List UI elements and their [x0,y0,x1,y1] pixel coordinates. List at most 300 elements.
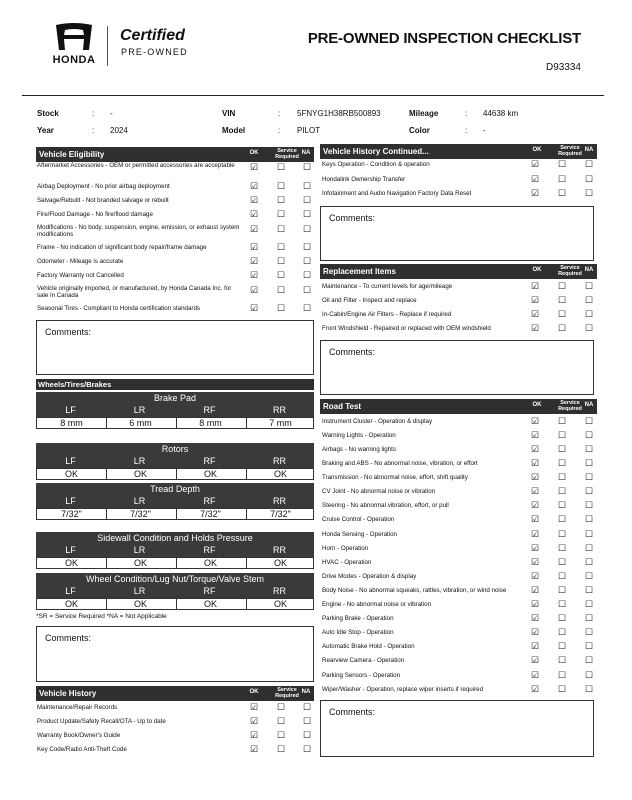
checklist-item-label: Wiper/Washer - Operation, replace wiper inserts if required [322,686,484,693]
col-lr: LR [133,586,146,596]
ok-checkbox[interactable]: ☑ [531,159,540,169]
value-lf: 8 mm [60,418,83,428]
ok-checkbox[interactable]: ☑ [250,256,259,266]
na-checkbox[interactable]: ☐ [585,416,594,426]
year-value: 2024 [110,126,128,135]
cell-divider [246,558,247,568]
wheels-comments-box[interactable] [36,626,314,682]
service-checkbox[interactable]: ☐ [558,655,567,665]
block-columns [36,545,314,557]
cell-divider [106,558,107,568]
service-checkbox[interactable]: ☐ [558,159,567,169]
certified-label: Certified [120,27,185,44]
ok-checkbox[interactable]: ☑ [250,242,259,252]
value-lf: 7/32" [61,509,82,519]
block-values [36,557,314,569]
col-rf: RF [203,545,216,555]
divider [22,95,604,96]
ok-checkbox[interactable]: ☑ [250,303,259,313]
ok-checkbox[interactable]: ☑ [531,641,540,651]
cell-divider [176,558,177,568]
na-checkbox[interactable]: ☐ [585,670,594,680]
na-checkbox[interactable]: ☐ [303,195,312,205]
checklist-item-label: Vehicle originally imported, or manufactured, by Honda Canada Inc. for sale in Canada [37,285,232,299]
service-checkbox[interactable]: ☐ [558,444,567,454]
service-checkbox[interactable]: ☐ [277,730,286,740]
col-rr: RR [273,405,286,415]
na-checkbox[interactable]: ☐ [585,174,594,184]
service-checkbox[interactable]: ☐ [558,557,567,567]
na-checkbox[interactable]: ☐ [585,295,594,305]
checklist-item-label: Maintenance/Repair Records [37,704,118,711]
ok-checkbox[interactable]: ☑ [531,670,540,680]
checklist-item-label: Rearview Camera - Operation [322,657,405,664]
wheels-tires-brakes-header [36,379,314,390]
na-checkbox[interactable]: ☐ [585,557,594,567]
checklist-item-label: Keys Operation - Condition & operation [322,161,430,168]
ok-checkbox[interactable]: ☑ [250,716,259,726]
ok-checkbox[interactable]: ☑ [531,281,540,291]
service-checkbox[interactable]: ☐ [558,613,567,623]
ok-checkbox[interactable]: ☑ [531,599,540,609]
service-column-label: Service Required [275,687,299,699]
na-checkbox[interactable]: ☐ [303,716,312,726]
na-checkbox[interactable]: ☐ [303,744,312,754]
section-title: Replacement Items [323,267,396,276]
col-lf: LF [65,405,76,415]
vin-label: VIN [222,109,236,118]
ok-checkbox[interactable]: ☑ [250,270,259,280]
eligibility-comments-box[interactable] [36,320,314,375]
vehicle-eligibility-header [36,147,314,162]
checklist-item-label: Auto Idle Stop - Operation [322,629,394,636]
checklist-item-label: Transmission - No abnormal noise, effort, shift quality [322,474,468,481]
ok-checkbox[interactable]: ☑ [250,730,259,740]
separator: : [92,126,95,135]
ok-checkbox[interactable]: ☑ [250,744,259,754]
block-columns [36,496,314,508]
col-rr: RR [273,496,286,506]
document-id: D93334 [545,62,581,73]
na-column-label: NA [584,267,594,273]
na-column-label: NA [301,150,311,156]
comments-label: Comments: [329,707,376,717]
ok-checkbox[interactable]: ☑ [531,188,540,198]
separator: : [465,109,468,118]
checklist-item-label: Modifications - No body, suspension, engine, emission, or exhaust system modifications [37,224,240,238]
checklist-item-label: Parking Brake - Operation [322,615,394,622]
checklist-item-label: Aftermarket Accessories - OEM or permitted accessories are acceptable [37,162,235,169]
col-rr: RR [273,545,286,555]
ok-column-label: OK [249,689,259,695]
ok-checkbox[interactable]: ☑ [531,627,540,637]
vehicle-history-header [36,686,314,701]
mileage-value: 44638 km [483,109,519,118]
na-column-label: NA [584,402,594,408]
value-rr: OK [273,599,287,609]
col-rr: RR [273,456,286,466]
ok-checkbox[interactable]: ☑ [531,323,540,333]
ok-checkbox[interactable]: ☑ [250,702,259,712]
na-checkbox[interactable]: ☐ [585,613,594,623]
year-label: Year [37,126,54,135]
replacement-items-header [320,264,597,279]
block-values [36,508,314,520]
service-checkbox[interactable]: ☐ [558,323,567,333]
na-checkbox[interactable]: ☐ [303,303,312,313]
value-rf: 8 mm [199,418,222,428]
ok-column-label: OK [532,402,542,408]
block-columns [36,456,314,468]
service-checkbox[interactable]: ☐ [558,500,567,510]
value-lf: OK [64,558,78,568]
checklist-item-label: Seasonal Tires - Compliant to Honda certification standards [37,305,201,312]
ok-checkbox[interactable]: ☑ [531,529,540,539]
service-checkbox[interactable]: ☐ [277,256,286,266]
checklist-item-label: Steering - No abnormal vibration, effort, or pull [322,502,449,509]
section-title: Vehicle Eligibility [39,150,105,159]
section-title: Vehicle History [39,689,97,698]
mileage-label: Mileage [409,109,439,118]
block-values [36,417,314,429]
service-checkbox[interactable]: ☐ [277,162,286,172]
checklist-item-label: Horn - Operation [322,545,369,552]
separator: : [465,126,468,135]
value-lr: 6 mm [129,418,152,428]
ok-checkbox[interactable]: ☑ [250,162,259,172]
service-checkbox[interactable]: ☐ [558,684,567,694]
cell-divider [246,418,247,428]
checklist-item-label: Frame - No indication of significant body repair/frame damage [37,244,207,251]
ok-checkbox[interactable]: ☑ [250,181,259,191]
separator: : [278,126,281,135]
model-value: PILOT [297,126,321,135]
rotors-block [36,443,314,483]
service-checkbox[interactable]: ☐ [558,472,567,482]
checklist-item-label: Warning Lights - Operation [322,432,396,439]
na-checkbox[interactable]: ☐ [303,702,312,712]
cell-divider [246,509,247,519]
checklist-item-label: Maintenance - To current levels for age/mileage [322,283,453,290]
ok-checkbox[interactable]: ☑ [250,195,259,205]
ok-checkbox[interactable]: ☑ [531,557,540,567]
na-checkbox[interactable]: ☐ [303,730,312,740]
wheel-condition-block [36,573,314,613]
cell-divider [106,469,107,479]
service-checkbox[interactable]: ☐ [558,670,567,680]
block-title: Brake Pad [36,392,314,405]
cell-divider [176,469,177,479]
checklist-item-label: Automatic Brake Hold - Operation [322,643,415,650]
ok-column-label: OK [532,147,542,153]
checklist-item-label: Warranty Book/Owner's Guide [37,732,121,739]
col-lr: LR [133,545,146,555]
service-checkbox[interactable]: ☐ [277,181,286,191]
col-rf: RF [203,405,216,415]
na-checkbox[interactable]: ☐ [303,162,312,172]
comments-label: Comments: [329,213,376,223]
sidewall-block [36,532,314,572]
service-checkbox[interactable]: ☐ [558,599,567,609]
checklist-item-label: Drive Modes - Operation & display [322,573,417,580]
col-lf: LF [65,496,76,506]
ok-column-label: OK [249,150,259,156]
col-lr: LR [133,405,146,415]
checklist-item-label: Key Code/Radio Anti-Theft Code [37,746,127,753]
replacement-comments-box[interactable] [320,340,594,395]
value-lf: OK [64,599,78,609]
na-checkbox[interactable]: ☐ [585,500,594,510]
ok-checkbox[interactable]: ☑ [531,458,540,468]
ok-checkbox[interactable]: ☑ [531,295,540,305]
value-rf: OK [203,599,217,609]
value-lr: OK [133,599,147,609]
na-checkbox[interactable]: ☐ [303,242,312,252]
history-cont-comments-box[interactable] [320,206,594,261]
checklist-item-label: In-Cabin/Engine Air Filters - Replace if required [322,311,452,318]
service-checkbox[interactable]: ☐ [558,571,567,581]
value-rr: 7 mm [269,418,292,428]
service-checkbox[interactable]: ☐ [277,744,286,754]
value-rf: 7/32" [200,509,221,519]
brand-word: HONDA [52,54,96,66]
section-title: Wheels/Tires/Brakes [38,380,112,389]
cell-divider [106,509,107,519]
checklist-item-label: Body Noise - No abnormal squeaks, rattles, vibration, or wind noise [322,587,507,594]
service-checkbox[interactable]: ☐ [558,430,567,440]
na-checkbox[interactable]: ☐ [585,684,594,694]
col-rf: RF [203,456,216,466]
ok-checkbox[interactable]: ☑ [531,571,540,581]
service-column-label: Service Required [275,148,299,160]
value-rf: OK [203,469,217,479]
ok-checkbox[interactable]: ☑ [250,209,259,219]
block-title: Tread Depth [36,483,314,496]
na-checkbox[interactable]: ☐ [303,256,312,266]
ok-checkbox[interactable]: ☑ [531,514,540,524]
checklist-item-label: CV Joint - No abnormal noise or vibration [322,488,436,495]
service-checkbox[interactable]: ☐ [558,641,567,651]
service-checkbox[interactable]: ☐ [558,309,567,319]
na-checkbox[interactable]: ☐ [585,159,594,169]
cell-divider [246,469,247,479]
checklist-item-label: Hondalink Ownership Transfer [322,176,406,183]
cell-divider [176,599,177,609]
ok-checkbox[interactable]: ☑ [531,430,540,440]
na-checkbox[interactable]: ☐ [585,514,594,524]
checklist-item-label: Airbags - No warning lights [322,446,396,453]
service-checkbox[interactable]: ☐ [558,281,567,291]
color-label: Color [409,126,430,135]
brake-pad-block [36,392,314,432]
ok-checkbox[interactable]: ☑ [531,655,540,665]
stock-label: Stock [37,109,59,118]
checklist-item-label: Front Windshield - Repaired or replaced with OEM windshield [322,325,491,332]
value-rf: OK [203,558,217,568]
checklist-item-label: Fire/Flood Damage - No fire/flood damage [37,211,153,218]
checklist-item-label: Parking Sensors - Operation [322,672,401,679]
checklist-item-label: Braking and ABS - No abnormal noise, vibration, or effort [322,460,478,467]
service-checkbox[interactable]: ☐ [558,295,567,305]
na-checkbox[interactable]: ☐ [585,599,594,609]
col-lr: LR [133,456,146,466]
separator: : [92,109,95,118]
service-checkbox[interactable]: ☐ [277,303,286,313]
separator: : [278,109,281,118]
na-checkbox[interactable]: ☐ [303,224,312,234]
road-test-header [320,399,597,414]
vin-value: 5FNYG1H38RB500893 [297,109,381,118]
service-checkbox[interactable]: ☐ [277,209,286,219]
service-checkbox[interactable]: ☐ [558,514,567,524]
service-checkbox[interactable]: ☐ [277,195,286,205]
value-lr: 7/32" [130,509,151,519]
vehicle-history-cont-header [320,144,597,159]
honda-h-icon [52,22,96,52]
ok-checkbox[interactable]: ☑ [531,684,540,694]
tread-depth-block [36,483,314,523]
block-values [36,598,314,610]
stock-value: - [110,109,113,118]
service-checkbox[interactable]: ☐ [558,416,567,426]
ok-checkbox[interactable]: ☑ [531,472,540,482]
service-checkbox[interactable]: ☐ [558,627,567,637]
na-checkbox[interactable]: ☐ [585,585,594,595]
na-checkbox[interactable]: ☐ [585,486,594,496]
document-header [0,0,632,92]
na-checkbox[interactable]: ☐ [303,285,312,295]
col-rf: RF [203,496,216,506]
ok-checkbox[interactable]: ☑ [531,309,540,319]
service-checkbox[interactable]: ☐ [558,543,567,553]
comments-label: Comments: [329,347,376,357]
service-checkbox[interactable]: ☐ [558,486,567,496]
col-lr: LR [133,496,146,506]
cell-divider [176,509,177,519]
service-column-label: Service Required [558,265,582,277]
na-checkbox[interactable]: ☐ [585,472,594,482]
service-checkbox[interactable]: ☐ [277,285,286,295]
cell-divider [106,599,107,609]
block-title: Wheel Condition/Lug Nut/Torque/Valve Stem [36,573,314,586]
comments-label: Comments: [45,633,92,643]
na-column-label: NA [301,689,311,695]
checklist-item-label: HVAC - Operation [322,559,372,566]
service-checkbox[interactable]: ☐ [277,270,286,280]
cell-divider [106,418,107,428]
ok-checkbox[interactable]: ☑ [531,500,540,510]
ok-checkbox[interactable]: ☑ [250,224,259,234]
service-column-label: Service Required [558,145,582,157]
col-lf: LF [65,456,76,466]
service-column-label: Service Required [558,400,582,412]
service-checkbox[interactable]: ☐ [277,242,286,252]
checklist-item-label: Honda Sensing - Operation [322,531,397,538]
checklist-item-label: Product Update/Safety Recall/OTA - Up to date [37,718,166,725]
ok-checkbox[interactable]: ☑ [531,444,540,454]
na-checkbox[interactable]: ☐ [585,281,594,291]
ok-checkbox[interactable]: ☑ [531,486,540,496]
value-rr: OK [273,558,287,568]
na-checkbox[interactable]: ☐ [585,430,594,440]
checklist-item-label: Oil and Filter - Inspect and replace [322,297,417,304]
value-rr: OK [273,469,287,479]
service-checkbox[interactable]: ☐ [558,529,567,539]
service-checkbox[interactable]: ☐ [558,188,567,198]
ok-checkbox[interactable]: ☑ [531,416,540,426]
checklist-item-label: Odometer - Mileage is accurate [37,258,124,265]
na-column-label: NA [584,147,594,153]
ok-checkbox[interactable]: ☑ [531,585,540,595]
checklist-item-label: Airbag Deployment - No prior airbag deployment [37,183,170,190]
block-values [36,468,314,480]
na-checkbox[interactable]: ☐ [585,571,594,581]
service-checkbox[interactable]: ☐ [558,585,567,595]
na-checkbox[interactable]: ☐ [585,323,594,333]
na-checkbox[interactable]: ☐ [303,209,312,219]
checklist-item-label: Instrument Cluster - Operation & display [322,418,433,425]
block-title: Rotors [36,443,314,456]
value-lf: OK [64,469,78,479]
block-title: Sidewall Condition and Holds Pressure [36,532,314,545]
na-checkbox[interactable]: ☐ [585,458,594,468]
col-lf: LF [65,586,76,596]
value-lr: OK [133,558,147,568]
service-checkbox[interactable]: ☐ [277,224,286,234]
logo-divider [107,26,108,66]
model-label: Model [222,126,246,135]
service-checkbox[interactable]: ☐ [277,702,286,712]
ok-checkbox[interactable]: ☑ [531,613,540,623]
col-rr: RR [273,586,286,596]
pre-owned-label: PRE-OWNED [121,47,188,57]
na-checkbox[interactable]: ☐ [585,641,594,651]
na-checkbox[interactable]: ☐ [303,270,312,280]
service-checkbox[interactable]: ☐ [558,458,567,468]
ok-checkbox[interactable]: ☑ [531,543,540,553]
ok-checkbox[interactable]: ☑ [531,174,540,184]
checklist-item-label: Engine - No abnormal noise or vibration [322,601,432,608]
na-checkbox[interactable]: ☐ [585,655,594,665]
section-title: Road Test [323,402,362,411]
comments-label: Comments: [45,327,92,337]
na-checkbox[interactable]: ☐ [585,309,594,319]
na-checkbox[interactable]: ☐ [585,627,594,637]
value-lr: OK [133,469,147,479]
block-columns [36,586,314,598]
section-title: Vehicle History Continued... [323,147,429,156]
na-checkbox[interactable]: ☐ [585,543,594,553]
cell-divider [176,418,177,428]
na-checkbox[interactable]: ☐ [585,188,594,198]
checklist-item-label: Cruise Control - Operation [322,516,395,523]
honda-logo [50,22,98,68]
na-checkbox[interactable]: ☐ [585,529,594,539]
col-lf: LF [65,545,76,555]
block-columns [36,405,314,417]
road-test-comments-box[interactable] [320,700,594,757]
checklist-item-label: Infotainment and Audio Navigation Factory Data Reset [322,190,472,197]
service-checkbox[interactable]: ☐ [558,174,567,184]
ok-checkbox[interactable]: ☑ [250,285,259,295]
color-value: - [483,126,486,135]
service-checkbox[interactable]: ☐ [277,716,286,726]
checklist-item-label: Factory Warranty not Cancelled [37,272,124,279]
na-checkbox[interactable]: ☐ [303,181,312,191]
na-checkbox[interactable]: ☐ [585,444,594,454]
legend-note: *SR = Service Required *NA = Not Applicable [36,613,167,620]
col-rf: RF [203,586,216,596]
